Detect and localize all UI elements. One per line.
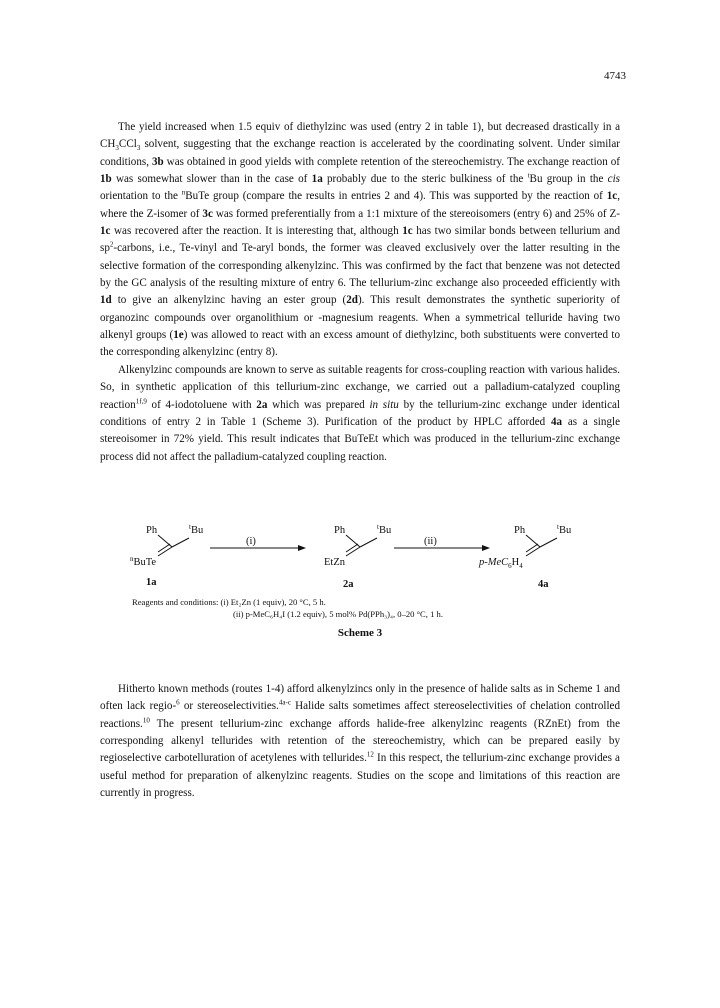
bond [158,544,170,552]
paragraph-2: Alkenylzinc compounds are known to serve as suitable reagents for cross-coupling reaction with various halides. So, in synthetic application of this tellurium-zinc exchange, we carried out a palladium-catalyzed coupling reaction$^{1f,9}$ of 4-iodotoluene with 2a which was prepared in situ by the tellurium-zinc exchange under identical conditions of entry 2 in Table 1 (Scheme 3). Purification of the product by HPLC afforded 4a as a single stereoisomer in 72% yield. This result indicates that BuTeEt which was produced in the tellurium-zinc exchange process did not affect the palladium-catalyzed coupling reaction. [100,363,620,463]
nbute-label: $^n$BuTe [130,555,157,568]
bond [172,538,189,547]
bond [158,547,172,556]
bond [540,538,557,547]
reaction-conditions [132,597,443,620]
scheme-title: Scheme 3 [337,627,383,639]
conditions-line-1: Reagents and conditions: (i) Et₂Zn (1 equiv), 20 °C, 5 h. [132,597,326,607]
conditions-line-2: (ii) p-MeC₆H₄I (1.2 equiv), 5 mol% Pd(PPh₃)₄, 0–20 °C, 1 h. [233,608,443,619]
etzn-label: EtZn [324,557,345,568]
body-text-bottom [100,681,620,802]
bond [526,544,538,552]
compound-label-1a: 1a [146,577,157,588]
tbu-label: $^t$Bu [377,523,392,536]
arrow-1-head [298,545,306,551]
body-text-top [100,119,620,466]
arrow-2-head [482,545,490,551]
scheme-graphic [110,520,610,595]
compound-label-4a: 4a [538,579,549,590]
bond [360,538,377,547]
bond [526,547,540,556]
aryl-label: $p-MeC_6H_4$ [479,557,523,570]
ph-label: Ph [514,525,526,536]
step-1-label: (i) [246,536,256,547]
paragraph-3: Hitherto known methods (routes 1-4) afford alkenylzincs only in the presence of halide salts as in Scheme 1 and often lack regio-$^6$ or stereoselectivities.$^{4a-c}$ Halide salts sometimes affect stereoselectivities of chelation controlled reactions.$^{10}$ The present tellurium-zinc exchange affords halide-free alkenylzinc reagents (RZnEt) from the corresponding alkenyl tellurides with retention of the stereochemistry, which can be prepared easily by regioselective carbotelluration of acetylenes with tellurides.$^{12}$ In this respect, the tellurium-zinc exchange provides a useful method for preparation of alkenylzinc reagents. Studies on the scope and limitations of this reaction are currently in progress. [100,683,620,800]
ph-label: Ph [146,525,158,536]
bond [346,544,358,552]
tbu-label: $^t$Bu [189,523,204,536]
bond [526,535,540,547]
bond [346,535,360,547]
compound-label-2a: 2a [343,579,354,590]
bond [346,547,360,556]
tbu-label: $^t$Bu [557,523,572,536]
step-2-label: (ii) [424,536,437,547]
paragraph-1: The yield increased when 1.5 equiv of diethylzinc was used (entry 2 in table 1), but decreased drastically in a $CH_3CCl_3$ solvent, suggesting that the exchange reaction is accelerated by the coordinating solvent. Under similar conditions, 3b was obtained in good yields with complete retention of the stereochemistry. The exchange reaction of 1b was somewhat slower than in the case of 1a probably due to the steric bulkiness of the $^t$Bu group in the cis orientation to the $^n$BuTe group (compare the results in entries 2 and 4). This was supported by the reaction of 1c, where the Z-isomer of 3c was formed preferentially from a 1:1 mixture of the stereoisomers (entry 6) and 25% of Z-1c was recovered after the reaction. It is interesting that, although 1c has two similar bonds between tellurium and $sp^2$-carbons, i.e., Te-vinyl and Te-aryl bonds, the former was cleaved exclusively over the latter resulting in the selective formation of the corresponding alkenylzinc. This was confirmed by the fact that benzene was not detected by the GC analysis of the resulting mixture of entry 6. The tellurium-zinc exchange also proceeded efficiently with 1d to give an alkenylzinc having an ester group (2d). This result demonstrates the synthetic superiority of organozinc compounds over organolithium or -magnesium reagents. When a symmetrical telluride having two alkenyl groups (1e) was allowed to react with an excess amount of diethylzinc, both substituents were converted to the corresponding alkenylzinc (entry 8). [100,121,621,359]
ph-label: Ph [334,525,346,536]
page-number: 4743 [604,70,626,82]
bond [158,535,172,547]
scheme-3-diagram [110,520,610,640]
